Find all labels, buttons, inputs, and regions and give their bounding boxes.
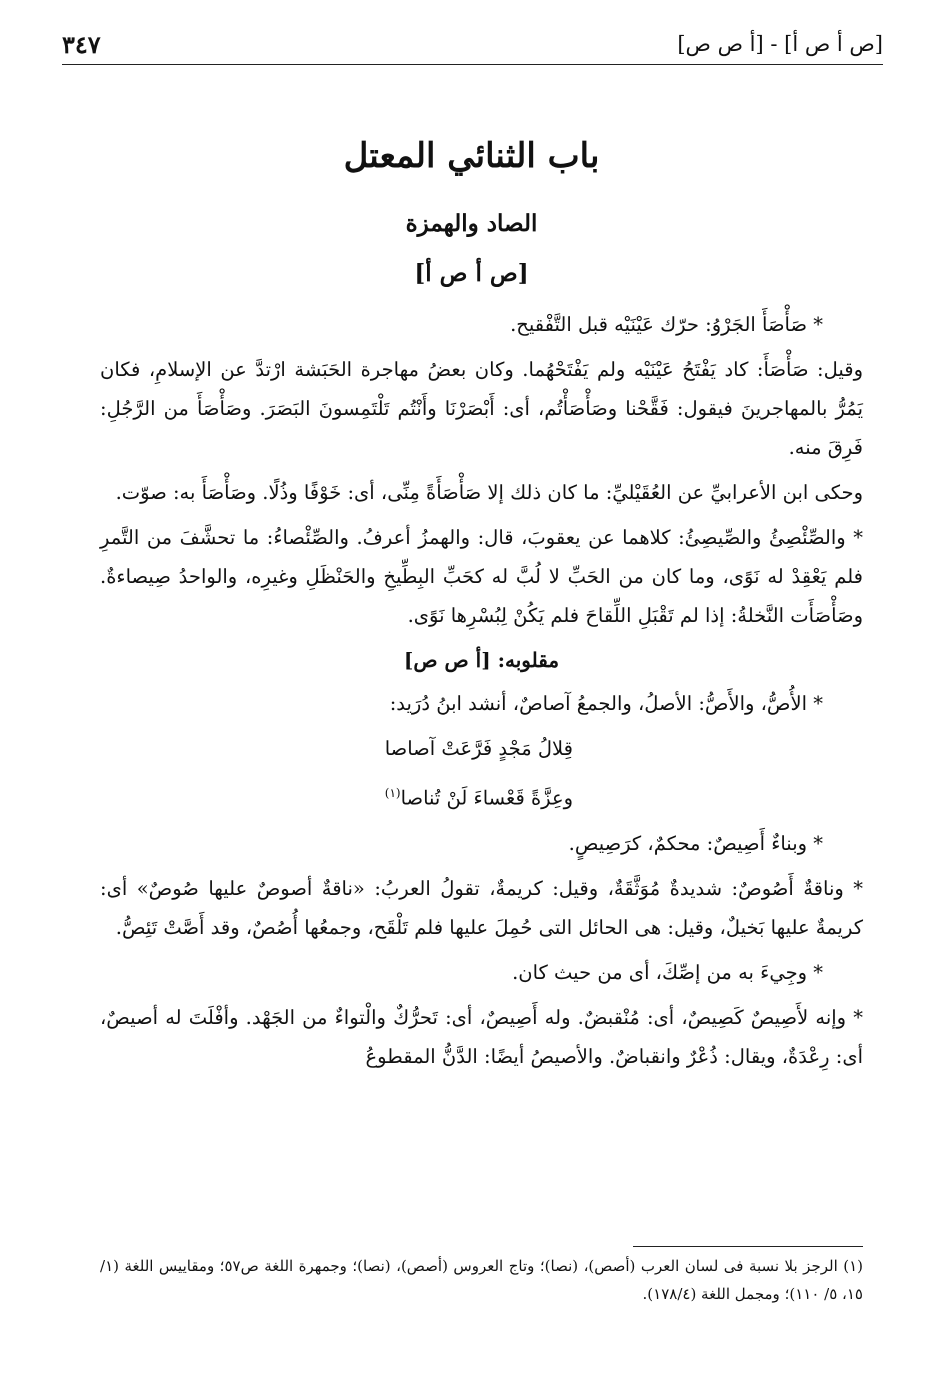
footnote: (١) الرجز بلا نسبة فى لسان العرب (أصص)، (نصا)؛ وتاج العروس (أصص)، (نصا)؛ وجمهرة اللغة ص٥٧؛ ومقاييس اللغة (١/ ١٥، ٥/ ١١٠)؛ ومجمل اللغة (١٧٨/٤). (100, 1257, 863, 1303)
paragraph-6: * وبناءٌ أَصِيصٌ: محكمٌ، كرَصِيصٍ. (568, 831, 823, 855)
paragraph-5: * الأُصُّ، والأَصُّ: الأصلُ، والجمعُ آصاصٌ، أنشد ابنُ دُرَيد: (389, 692, 823, 715)
footnote-divider (633, 1246, 863, 1247)
verse-line-2 (100, 774, 863, 818)
paragraph-7: * وناقةٌ أَصُوصٌ: شديدةٌ مُوَثَّقَةٌ، وقيل: كريمةٌ، تقولُ العربُ: «ناقةٌ أصوصٌ عليها صُوصٌ» أى: كريمةٌ عليها بَخيلٌ، وقيل: هى الحائل التى حُمِلَ عليها فلم تَلْقَح، وجمعُها أُصُصٌ، وقد أَصَّتْ تَئِصُّ. (100, 876, 863, 939)
root-heading: [ص أ ص أ] (414, 260, 529, 287)
header-title: [ص أ ص أ] - [أ ص ص] (677, 32, 883, 56)
footnote-marker: (١) (384, 786, 401, 800)
section-title: الصاد والهمزة (405, 210, 538, 237)
paragraph-4: * والصِّئْصِئُ والصِّيصِئُ: كلاهما عن يعقوبَ، قال: والهمزُ أعرفُ. والصِّئْصاءُ: ما تحشَّفَ من التَّمرِ فلم يَعْقِدْ له نَوًى، وما كان من الحَبِّ لا لُبَّ له كحَبِّ البِطِّيخِ والحَنْظَلِ وغيرِه، والواحدُ صِيصاءةٌ. وصَأْصَأَت النَّخلةُ: إذا لم تَقْبَلِ اللِّقاحَ فلم يَكُنْ لِبُسْرِها نَوًى. (100, 526, 863, 627)
paragraph-2: وقيل: صَأْصَأَ: كاد يَفْتَحُ عَيْنَيْه ولم يَفْتَحْهُما. وكان بعضُ مهاجرة الحَبَشة ارْتدَّ عن الإسلامِ، فكان يَمُرُّ بالمهاجرينَ فيقول: فَقَّحْنا وصَأْصَأْتُم، أى: أَبْصَرْنَا وأَنْتُم تَلْتَمِسونَ البَصَرَ. وصَأْصَأَ من الرَّجُلِ: فَرِقَ منه. (100, 358, 863, 459)
paragraph-3: وحكى ابن الأعرابيِّ عن العُقَيْليِّ: ما كان ذلك إلا صَأْصَأَةً مِنِّى، أى: خَوْفًا وذُلًا. وصَأْصَأَ به: صوّت. (115, 481, 863, 504)
verse-line-1: قِلالُ مَجْدٍ فَرَّعَتْ آصاصا (384, 737, 573, 760)
verse-line-2-text: وعِزَّةً قَعْساءَ لَنْ تُناصا (400, 786, 573, 810)
paragraph-8: * وجِيءَ به من إصِّكَ، أى من حيث كان. (512, 960, 823, 984)
paragraph-9: * وإنه لأَصِيصٌ كَصِيصٌ، أى: مُنْقبضٌ. وله أَصِيصٌ، أى: تَحرُّكٌ والْتواءٌ من الجَهْد. وأفْلَتَ له أصيصٌ، أى: رِعْدَةٌ، ويقال: ذُعْرٌ وانقباضٌ. والأصيصُ أيضًا: الدَّنُّ المقطوعُ (100, 1005, 863, 1068)
running-header (62, 30, 883, 65)
sub-heading: مقلوبه: [أ ص ص] (403, 648, 560, 672)
page-number: ٣٤٧ (62, 30, 101, 59)
paragraph-1: * صَأْصَأَ الجَرْوُ: حرّك عَيْنَيْه قبل التَّفْقيح. (510, 313, 823, 336)
body-text (100, 305, 863, 1082)
chapter-title: باب الثنائي المعتل (343, 136, 600, 176)
